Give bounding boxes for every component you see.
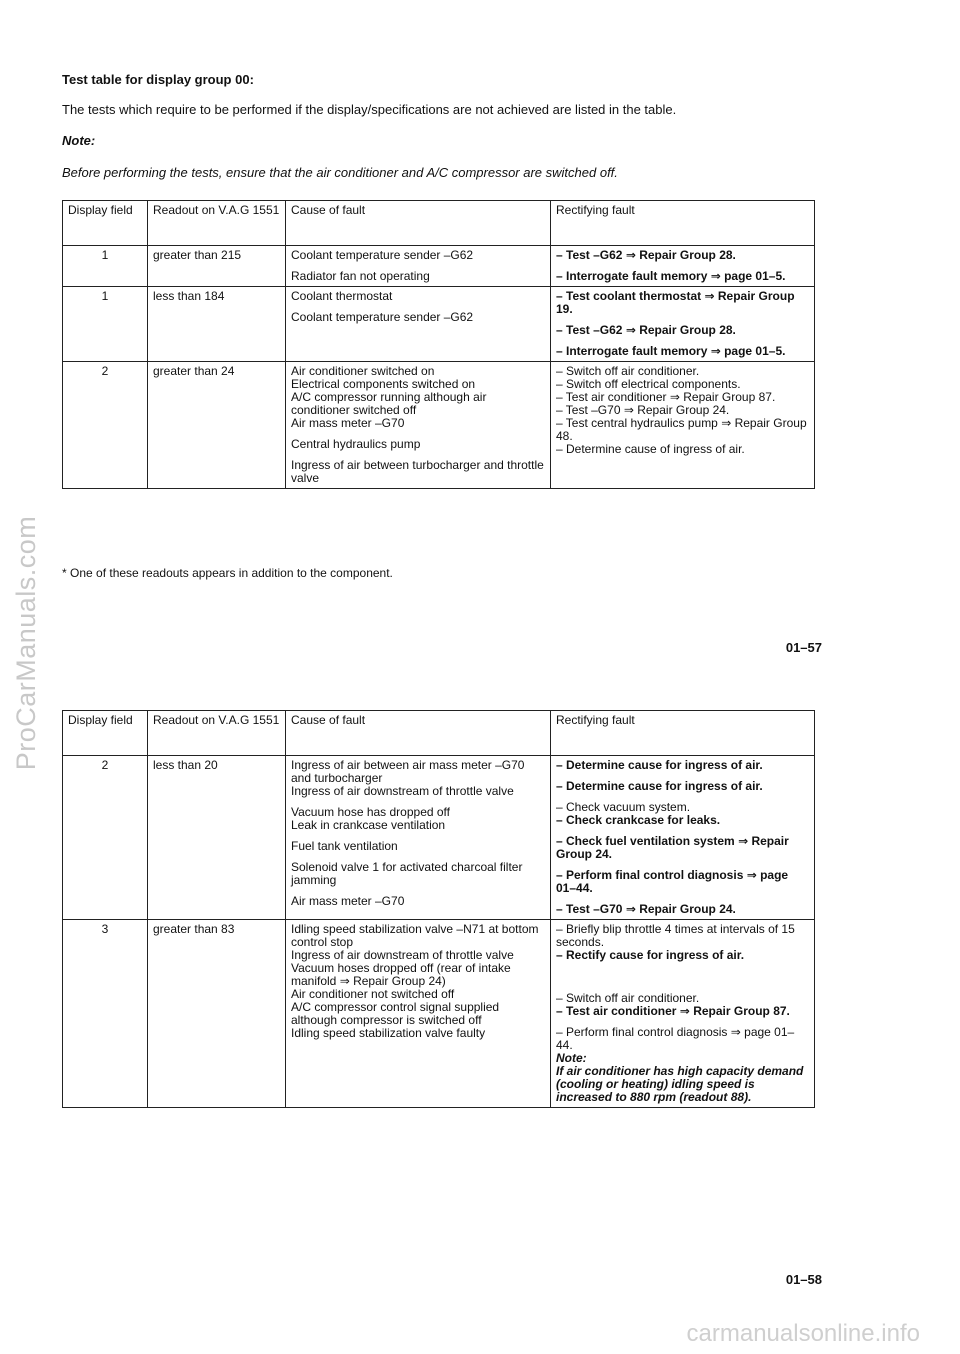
cause-item: Idling speed stabilization valve faulty	[291, 1026, 486, 1040]
cause-item: Coolant temperature sender –G62	[291, 310, 474, 324]
cause-item: Air mass meter –G70	[291, 894, 405, 908]
readout: greater than 83	[148, 920, 286, 1108]
cause-cell	[286, 362, 551, 489]
fix-item: – Test central hydraulics pump ⇒ Repair Group 48.	[556, 416, 807, 443]
display-field: 1	[63, 246, 148, 287]
header-rectify: Rectifying fault	[551, 711, 815, 756]
cause-item: Idling speed stabilization valve –N71 at bottom control stop	[291, 922, 539, 949]
header-readout: Readout on V.A.G 1551	[148, 711, 286, 756]
table-row	[63, 246, 815, 287]
fix-item: – Check crankcase for leaks.	[556, 813, 721, 827]
cause-item: A/C compressor control signal supplied although compressor is switched off	[291, 1000, 500, 1027]
header-display-field: Display field	[63, 711, 148, 756]
cause-item: Air mass meter –G70	[291, 416, 405, 430]
note-label: Note:	[556, 1051, 587, 1065]
page-number: 01–58	[785, 1272, 822, 1287]
rectify-cell	[551, 287, 815, 362]
fix-item: – Test coolant thermostat ⇒ Repair Group 19.	[556, 289, 795, 316]
cause-item: Radiator fan not operating	[291, 269, 430, 283]
cause-cell	[286, 756, 551, 920]
cause-item: Air conditioner switched on	[291, 364, 435, 378]
header-rectify: Rectifying fault	[551, 201, 815, 246]
note-text: If air conditioner has high capacity demand (cooling or heating) idling speed is increased to 880 rpm (readout 88).	[556, 1064, 804, 1104]
header-readout: Readout on V.A.G 1551	[148, 201, 286, 246]
fix-item: – Perform final control diagnosis ⇒ page 01–44.	[556, 868, 789, 895]
fix-item: – Perform final control diagnosis ⇒ page 01–44.	[556, 1025, 795, 1052]
cause-item: Solenoid valve 1 for activated charcoal filter jamming	[291, 860, 523, 887]
rectify-cell	[551, 246, 815, 287]
fix-item: – Rectify cause for ingress of air.	[556, 948, 745, 962]
table-row	[63, 362, 815, 489]
readout: less than 20	[148, 756, 286, 920]
rectify-cell	[551, 362, 815, 489]
note-label: Note:	[62, 133, 96, 148]
header-display-field: Display field	[63, 201, 148, 246]
section-heading: Test table for display group 00:	[62, 72, 254, 87]
fix-item: – Test air conditioner ⇒ Repair Group 87.	[556, 1004, 790, 1018]
readout: greater than 24	[148, 362, 286, 489]
fix-item: – Switch off air conditioner.	[556, 364, 700, 378]
page-number: 01–57	[785, 640, 822, 655]
fix-item: – Check fuel ventilation system ⇒ Repair Group 24.	[556, 834, 789, 861]
table-header-row	[63, 711, 815, 756]
cause-item: Leak in crankcase ventilation	[291, 818, 446, 832]
footnote: * One of these readouts appears in addition to the component.	[62, 566, 393, 580]
readout: greater than 215	[148, 246, 286, 287]
table-row	[63, 756, 815, 920]
bottom-watermark: carmanualsonline.info	[686, 1320, 920, 1347]
table-row	[63, 287, 815, 362]
cause-cell	[286, 287, 551, 362]
test-table-2	[62, 710, 815, 1108]
fix-item: – Switch off air conditioner.	[556, 991, 700, 1005]
display-field: 1	[63, 287, 148, 362]
cause-item: Fuel tank ventilation	[291, 839, 398, 853]
fix-item: – Test –G70 ⇒ Repair Group 24.	[556, 403, 730, 417]
intro-text: The tests which require to be performed if the display/specifications are not achieved are listed in the table.	[62, 102, 677, 117]
fix-item: – Test –G62 ⇒ Repair Group 28.	[556, 248, 736, 262]
cause-item: Electrical components switched on	[291, 377, 476, 391]
readout: less than 184	[148, 287, 286, 362]
fix-item: – Interrogate fault memory ⇒ page 01–5.	[556, 269, 786, 283]
test-table-1	[62, 200, 815, 489]
cause-item: Vacuum hose has dropped off	[291, 805, 450, 819]
fix-item: – Test air conditioner ⇒ Repair Group 87.	[556, 390, 776, 404]
table-row	[63, 920, 815, 1108]
header-cause: Cause of fault	[286, 711, 551, 756]
fix-item: – Test –G70 ⇒ Repair Group 24.	[556, 902, 736, 916]
cause-item: A/C compressor running although air conditioner switched off	[291, 390, 487, 417]
cause-item: Vacuum hoses dropped off (rear of intake manifold ⇒ Repair Group 24)	[291, 961, 511, 988]
rectify-cell	[551, 920, 815, 1108]
header-cause: Cause of fault	[286, 201, 551, 246]
fix-item: – Check vacuum system.	[556, 800, 691, 814]
table-header-row	[63, 201, 815, 246]
fix-item: – Determine cause for ingress of air.	[556, 779, 763, 793]
fix-item: – Determine cause of ingress of air.	[556, 442, 745, 456]
cause-cell	[286, 920, 551, 1108]
cause-item: Coolant temperature sender –G62	[291, 248, 474, 262]
cause-item: Ingress of air between air mass meter –G70 and turbocharger	[291, 758, 525, 785]
cause-item: Central hydraulics pump	[291, 437, 421, 451]
fix-item: – Interrogate fault memory ⇒ page 01–5.	[556, 344, 786, 358]
display-field: 3	[63, 920, 148, 1108]
cause-item: Coolant thermostat	[291, 289, 393, 303]
fix-item: – Test –G62 ⇒ Repair Group 28.	[556, 323, 736, 337]
note-text: Before performing the tests, ensure that the air conditioner and A/C compressor are switched off.	[62, 165, 618, 180]
cause-item: Ingress of air downstream of throttle valve	[291, 784, 514, 798]
fix-item: – Switch off electrical components.	[556, 377, 741, 391]
rectify-cell	[551, 756, 815, 920]
display-field: 2	[63, 362, 148, 489]
cause-item: Ingress of air between turbocharger and throttle valve	[291, 458, 544, 485]
side-watermark: ProCarManuals.com	[11, 515, 41, 771]
cause-cell	[286, 246, 551, 287]
fix-item: – Briefly blip throttle 4 times at intervals of 15 seconds.	[556, 922, 795, 949]
fix-item: – Determine cause for ingress of air.	[556, 758, 763, 772]
display-field: 2	[63, 756, 148, 920]
cause-item: Ingress of air downstream of throttle valve	[291, 948, 514, 962]
cause-item: Air conditioner not switched off	[291, 987, 455, 1001]
